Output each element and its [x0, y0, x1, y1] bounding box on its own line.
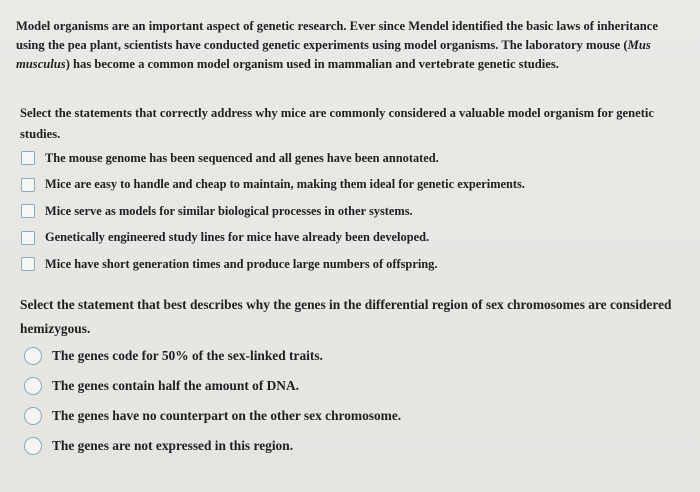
question-1: [20, 103, 680, 278]
q1-option-5[interactable]: [20, 251, 680, 278]
q1-option-label: Mice serve as models for similar biological processes in other systems.: [45, 203, 413, 218]
question-2-prompt: Select the statement that best describes why the genes in the differential region of sex chromosomes are considered hemizygous.: [20, 297, 672, 336]
q1-option-2[interactable]: [20, 172, 680, 199]
checkbox[interactable]: [21, 231, 35, 245]
q2-option-label: The genes have no counterpart on the other sex chromosome.: [52, 408, 402, 423]
q1-option-label: The mouse genome has been sequenced and all genes have been annotated.: [45, 150, 439, 165]
radio-button[interactable]: [24, 377, 42, 395]
intro-text-2: ) has become a common model organism used in mammalian and vertebrate genetic studies.: [65, 57, 559, 71]
question-1-prompt: Select the statements that correctly address why mice are commonly considered a valuable model organism for genetic studies.: [20, 106, 655, 141]
checkbox[interactable]: [21, 257, 35, 271]
q1-option-1[interactable]: [20, 145, 680, 172]
q1-option-label: Mice have short generation times and produce large numbers of offspring.: [45, 256, 438, 271]
intro-paragraph: [16, 17, 688, 74]
q2-option-3[interactable]: [20, 401, 690, 431]
q2-option-label: The genes contain half the amount of DNA.: [52, 378, 299, 393]
q2-option-label: The genes code for 50% of the sex-linked traits.: [52, 348, 323, 363]
checkbox[interactable]: [21, 178, 35, 192]
species-name: Mus musculus: [16, 38, 651, 71]
q1-option-label: Genetically engineered study lines for mice have already been developed.: [45, 230, 430, 245]
q1-option-4[interactable]: [20, 225, 680, 252]
intro-text-1: Model organisms are an important aspect of genetic research. Ever since Mendel identified the basic laws of inheritance using the pea plant, scientists have conducted genetic experiments using model organisms. The laboratory mouse (: [16, 19, 658, 52]
checkbox[interactable]: [21, 204, 35, 218]
q1-option-label: Mice are easy to handle and cheap to maintain, making them ideal for genetic experiments.: [45, 177, 525, 192]
q2-option-1[interactable]: [20, 341, 690, 371]
q1-option-3[interactable]: [20, 198, 680, 225]
q2-option-2[interactable]: [20, 371, 690, 401]
radio-button[interactable]: [24, 347, 42, 365]
checkbox[interactable]: [21, 151, 35, 165]
radio-button[interactable]: [24, 407, 42, 425]
radio-button[interactable]: [24, 437, 42, 455]
question-2: [20, 293, 690, 461]
q2-option-label: The genes are not expressed in this region.: [52, 438, 294, 453]
q2-option-4[interactable]: [20, 431, 690, 461]
